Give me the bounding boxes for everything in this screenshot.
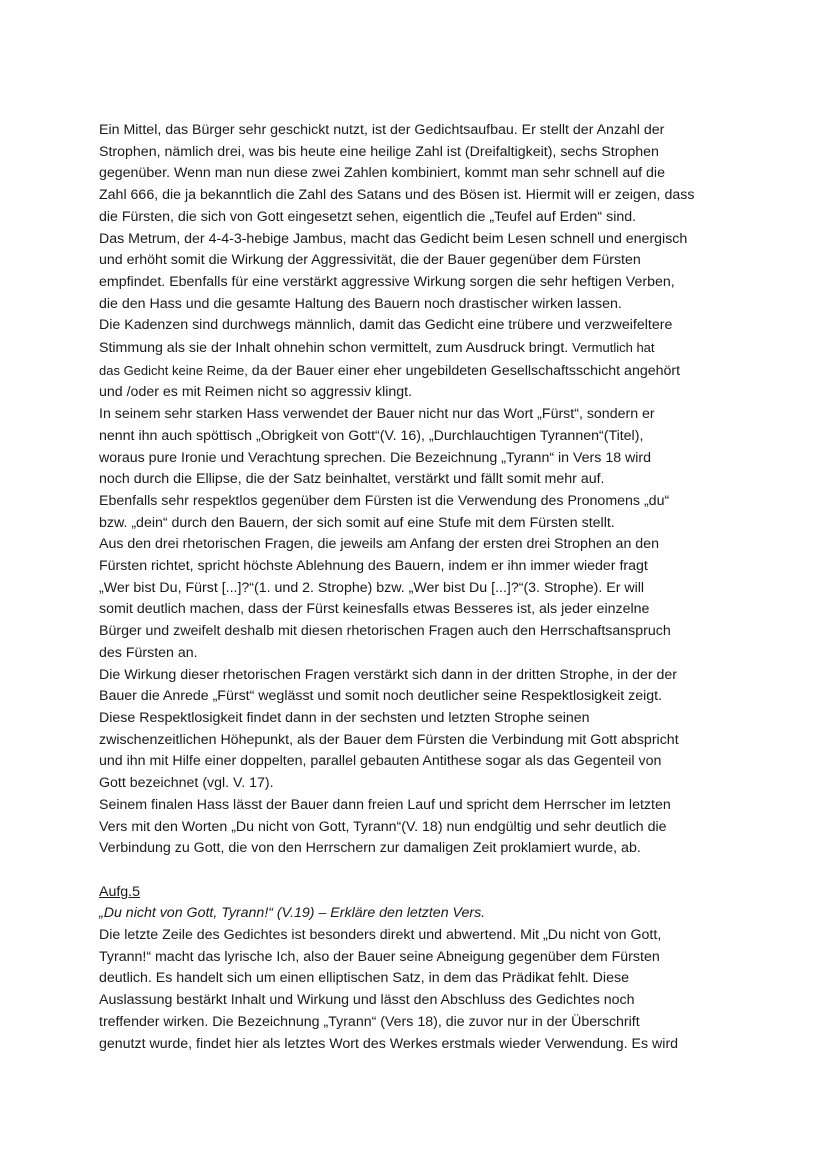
paragraph-final-hate: Seinem finalen Hass lässt der Bauer dann freien Lauf und spricht dem Herrscher im letzten Vers mit den Worten „Du nicht von Gott, Tyrann“(V. 18) nun endgültig und sehr deutlich die Verbindung zu Gott, die von den Herrschern zur damaligen Zeit proklamiert wurde, ab. (99, 796, 671, 857)
paragraph-effect: Die Wirkung dieser rhetorischen Fragen verstärkt sich dann in der dritten Strophe, in der der Bauer die Anrede „Fürst“ weglässt und somit noch deutlicher seine Respektlosigkeit zeigt. Diese Respektlosigkeit findet dann in der sechsten und letzten Strophe seinen zwischenzeitlichen Höhepunkt, als der Bauer dem Fürsten die Verbindung mit Gott abspricht und ihn mit Hilfe einer doppelten, parallel gebauten Antithese sogar als das Gegenteil von Gott bezeichnet (vgl. V. 17). (99, 666, 679, 792)
cadence-rest-text: da der Bauer einer eher ungebildeten Gesellschaftsschicht angehört und /oder es mit Reimen nicht so aggressiv klingt. (99, 362, 681, 401)
cadence-text: Die Kadenzen sind durchwegs männlich, damit das Gedicht eine trübere und verzweifeltere Stimmung als sie der Inhalt ohnehin schon vermittelt, zum Ausdruck bringt. (99, 317, 673, 357)
task-question: „Du nicht von Gott, Tyrann!“ (V.19) – Erkläre den letzten Vers. (99, 905, 486, 922)
paragraph-meter: Das Metrum, der 4-4-3-hebige Jambus, macht das Gedicht beim Lesen schnell und energisch und erhöht somit die Wirkung der Aggressivität, die der Bauer gegenüber dem Fürsten empfindet. Ebenfalls für eine verstärkt aggressive Wirkung sorgen die sehr heftigen Verben, die den Hass und die gesamte Haltung des Bauern noch drastischer wirken lassen. (99, 230, 688, 312)
task-heading: Aufg.5 (99, 883, 141, 900)
document-page (99, 120, 739, 1055)
paragraph-structure: Ein Mittel, das Bürger sehr geschickt nutzt, ist der Gedichtsaufbau. Er stellt der Anzahl der Strophen, nämlich drei, was bis heute eine heilige Zahl ist (Dreifaltigkeit), sechs Strophen gegenüber. Wenn man nun diese zwei Zahlen kombiniert, kommt man sehr schnell auf die Zahl 666, die ja bekanntlich die Zahl des Satans und des Bösen ist. Hiermit will er zeigen, dass die Fürsten, die sich von Gott eingesetzt sehen, eigentlich die „Teufel auf Erden“ sind. (99, 122, 695, 225)
paragraph-cadence (99, 315, 739, 404)
paragraph-pronoun: Ebenfalls sehr respektlos gegenüber dem Fürsten ist die Verwendung des Pronomens „du“ bzw. „dein“ durch den Bauern, der sich somit auf eine Stufe mit dem Fürsten stellt. (99, 492, 670, 531)
cadence-small-text: Vermutlich hat das Gedicht keine Reime, (99, 340, 655, 378)
paragraph-rhetorical-questions: Aus den drei rhetorischen Fragen, die jeweils am Anfang der ersten drei Strophen an den Fürsten richtet, spricht höchste Ablehnung des Bauern, indem er ihn immer wieder fragt „Wer bist Du, Fürst [...]?“(1. und 2. Strophe) bzw. „Wer bist Du [...]?“(3. Strophe). Er will somit deutlich machen, dass der Fürst keinesfalls etwas Besseres ist, als jeder einzelne Bürger und zweifelt deshalb mit diesen rhetorischen Fragen auch den Herrschaftsanspruch des Fürsten an. (99, 536, 671, 661)
paragraph-hate: In seinem sehr starken Hass verwendet der Bauer nicht nur das Wort „Fürst“, sondern er nennt ihn auch spöttisch „Obrigkeit von Gott“(V. 16), „Durchlauchtigen Tyrannen“(Titel), woraus pure Ironie und Verachtung sprechen. Die Bezeichnung „Tyrann“ in Vers 18 wird noch durch die Ellipse, die der Satz beinhaltet, verstärkt und fällt somit mehr auf. (99, 406, 655, 488)
section-gap (99, 860, 739, 882)
task-answer: Die letzte Zeile des Gedichtes ist besonders direkt und abwertend. Mit „Du nicht von Gott, Tyrann!“ macht das lyrische Ich, also der Bauer seine Abneigung gegenüber dem Fürsten deutlich. Es handelt sich um einen elliptischen Satz, in dem das Prädikat fehlt. Diese Auslassung bestärkt Inhalt und Wirkung und lässt den Abschluss des Gedichtes noch treffender wirken. Die Bezeichnung „Tyrann“ (Vers 18), die zuvor nur in der Überschrift genutzt wurde, findet hier als letztes Wort des Werkes erstmals wieder Verwendung. Es wird (99, 927, 679, 1052)
